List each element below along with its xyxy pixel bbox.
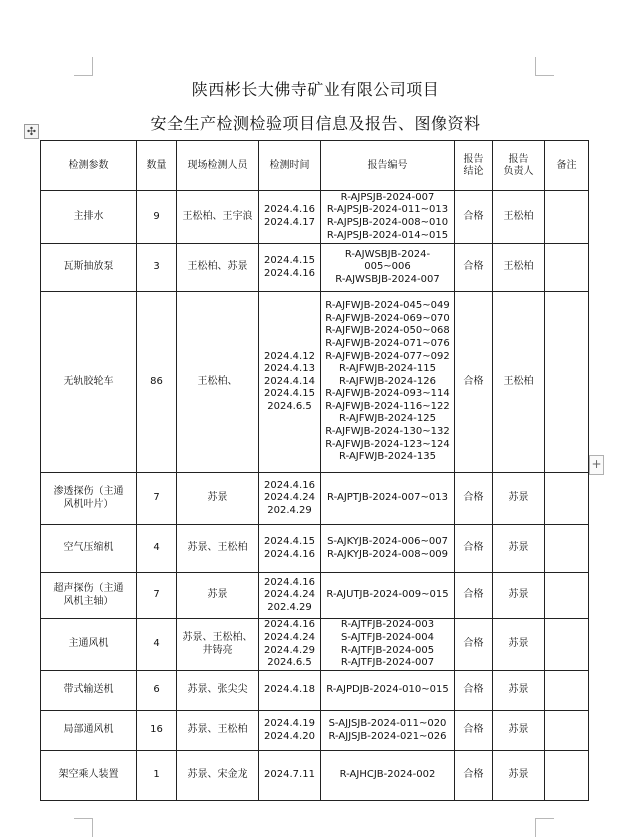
cell-staff: 苏景 (177, 473, 259, 525)
cell-param: 渗透探伤（主通 风机叶片） (41, 473, 137, 525)
cell-conclusion: 合格 (455, 525, 493, 573)
table-row (41, 619, 589, 671)
page-corner-mark-bottom-right (535, 818, 554, 837)
cell-staff: 苏景、王松柏 (177, 525, 259, 573)
header-conclusion: 报告 结论 (455, 141, 493, 191)
cell-count: 86 (137, 292, 177, 473)
table-row (41, 751, 589, 801)
cell-param: 局部通风机 (41, 711, 137, 751)
cell-conclusion: 合格 (455, 573, 493, 619)
cell-time: 2024.4.15 2024.4.16 (259, 244, 321, 292)
page-corner-mark-top-right (535, 57, 554, 76)
cell-report-no: R-AJWSBJB-2024-005~006 R-AJWSBJB-2024-007 (321, 244, 455, 292)
cell-param: 超声探伤（主通 风机主轴） (41, 573, 137, 619)
cell-remark (545, 473, 589, 525)
cell-owner: 王松柏 (493, 292, 545, 473)
cell-remark (545, 711, 589, 751)
cell-conclusion: 合格 (455, 191, 493, 244)
cell-conclusion: 合格 (455, 244, 493, 292)
cell-count: 7 (137, 473, 177, 525)
cell-param: 主通风机 (41, 619, 137, 671)
document-subtitle: 安全生产检测检验项目信息及报告、图像资料 (150, 114, 481, 133)
cell-param: 带式输送机 (41, 671, 137, 711)
cell-owner: 苏景 (493, 473, 545, 525)
cell-conclusion: 合格 (455, 751, 493, 801)
table-row (41, 473, 589, 525)
cell-remark (545, 619, 589, 671)
cell-count: 4 (137, 619, 177, 671)
cell-conclusion: 合格 (455, 292, 493, 473)
cell-remark (545, 292, 589, 473)
table-row (41, 525, 589, 573)
cell-count: 1 (137, 751, 177, 801)
cell-report-no: S-AJJSJB-2024-011~020 R-AJJSJB-2024-021~026 (321, 711, 455, 751)
cell-owner: 王松柏 (493, 191, 545, 244)
header-report-no: 报告编号 (321, 141, 455, 191)
cell-time: 2024.4.16 2024.4.24 202.4.29 (259, 473, 321, 525)
header-remark: 备注 (545, 141, 589, 191)
cell-owner: 苏景 (493, 573, 545, 619)
cell-staff: 苏景 (177, 573, 259, 619)
cell-count: 9 (137, 191, 177, 244)
document-title: 陕西彬长大佛寺矿业有限公司项目 (191, 80, 440, 99)
cell-time: 2024.4.15 2024.4.16 (259, 525, 321, 573)
cell-param: 无轨胶轮车 (41, 292, 137, 473)
cell-remark (545, 751, 589, 801)
cell-conclusion: 合格 (455, 711, 493, 751)
table-row (41, 711, 589, 751)
cell-staff: 苏景、张尖尖 (177, 671, 259, 711)
header-owner: 报告 负责人 (493, 141, 545, 191)
cell-count: 6 (137, 671, 177, 711)
cell-report-no: R-AJHCJB-2024-002 (321, 751, 455, 801)
cell-remark (545, 573, 589, 619)
cell-remark (545, 525, 589, 573)
page-corner-mark-top-left (74, 57, 93, 76)
cell-remark (545, 244, 589, 292)
cell-count: 16 (137, 711, 177, 751)
cell-staff: 王松柏、苏景 (177, 244, 259, 292)
cell-owner: 苏景 (493, 525, 545, 573)
cell-report-no: R-AJPDJB-2024-010~015 (321, 671, 455, 711)
cell-remark (545, 671, 589, 711)
cell-staff: 王松柏、 (177, 292, 259, 473)
header-param: 检测参数 (41, 141, 137, 191)
cell-time: 2024.4.16 2024.4.17 (259, 191, 321, 244)
cell-conclusion: 合格 (455, 619, 493, 671)
cell-report-no: S-AJKYJB-2024-006~007 R-AJKYJB-2024-008~009 (321, 525, 455, 573)
header-staff: 现场检测人员 (177, 141, 259, 191)
add-row-button[interactable]: + (589, 455, 604, 475)
cell-report-no: R-AJPTJB-2024-007~013 (321, 473, 455, 525)
cell-report-no: R-AJTFJB-2024-003 S-AJTFJB-2024-004 R-AJTFJB-2024-005 R-AJTFJB-2024-007 (321, 619, 455, 671)
cell-time: 2024.4.16 2024.4.24 202.4.29 (259, 573, 321, 619)
cell-staff: 王松柏、王宇浪 (177, 191, 259, 244)
table-row (41, 671, 589, 711)
cell-count: 4 (137, 525, 177, 573)
cell-staff: 苏景、宋金龙 (177, 751, 259, 801)
cell-owner: 苏景 (493, 711, 545, 751)
cell-staff: 苏景、王松柏 (177, 711, 259, 751)
cell-owner: 苏景 (493, 671, 545, 711)
cell-time: 2024.4.18 (259, 671, 321, 711)
header-count: 数量 (137, 141, 177, 191)
cell-count: 3 (137, 244, 177, 292)
cell-param: 空气压缩机 (41, 525, 137, 573)
table-header-row (41, 141, 589, 191)
cell-count: 7 (137, 573, 177, 619)
cell-owner: 苏景 (493, 619, 545, 671)
cell-owner: 苏景 (493, 751, 545, 801)
cell-staff: 苏景、王松柏、 井铸亮 (177, 619, 259, 671)
inspection-table (40, 140, 589, 801)
cell-param: 架空乘人装置 (41, 751, 137, 801)
cell-time: 2024.7.11 (259, 751, 321, 801)
page-corner-mark-bottom-left (74, 818, 93, 837)
table-row (41, 244, 589, 292)
cell-time: 2024.4.19 2024.4.20 (259, 711, 321, 751)
cell-report-no: R-AJUTJB-2024-009~015 (321, 573, 455, 619)
cell-conclusion: 合格 (455, 473, 493, 525)
table-move-handle-icon[interactable]: ✣ (24, 124, 39, 139)
cell-conclusion: 合格 (455, 671, 493, 711)
cell-time: 2024.4.16 2024.4.24 2024.4.29 2024.6.5 (259, 619, 321, 671)
cell-param: 瓦斯抽放泵 (41, 244, 137, 292)
cell-remark (545, 191, 589, 244)
cell-param: 主排水 (41, 191, 137, 244)
cell-report-no: R-AJFWJB-2024-045~049 R-AJFWJB-2024-069~070 R-AJFWJB-2024-050~068 R-AJFWJB-2024-071~076 R-AJFWJB-2024-077~092 R-AJFWJB-2024-115 R-AJFWJB-2024-126 R-AJFWJB-2024-093~114 R-AJFWJB-2024-116~122 R-AJFWJB-2024-125 R-AJFWJB-2024-130~132 R-AJFWJB-2024-123~124 R-AJFWJB-2024-135 (321, 292, 455, 473)
header-time: 检测时间 (259, 141, 321, 191)
cell-owner: 王松柏 (493, 244, 545, 292)
cell-report-no: R-AJPSJB-2024-007 R-AJPSJB-2024-011~013 R-AJPSJB-2024-008~010 R-AJPSJB-2024-014~015 (321, 191, 455, 244)
table-row (41, 573, 589, 619)
cell-time: 2024.4.12 2024.4.13 2024.4.14 2024.4.15 2024.6.5 (259, 292, 321, 473)
table-row (41, 292, 589, 473)
table-row (41, 191, 589, 244)
